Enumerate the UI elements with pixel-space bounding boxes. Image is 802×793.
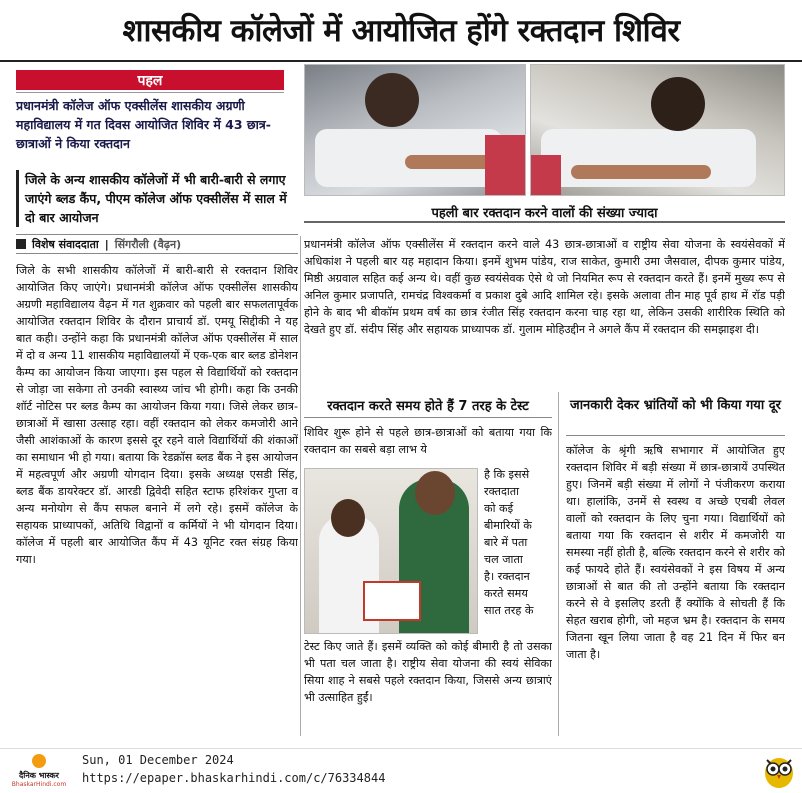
headline: शासकीय कॉलेजों में आयोजित होंगे रक्तदान शिविर (0, 0, 802, 62)
red-sheet (485, 135, 525, 195)
logo-subtext: BhaskarHindi.com (11, 781, 67, 788)
side-line: सात तरह के (484, 604, 534, 617)
man-head (415, 471, 455, 515)
kicker-label: पहल (16, 70, 284, 90)
side-line: बीमारियों के (484, 519, 532, 532)
donor-head (365, 73, 419, 127)
woman-head (331, 499, 365, 537)
seven-tests-body: टेस्ट किए जाते हैं। इसमें व्यक्ति को कोई बीमारी है तो उसका भी पता चल जाता है। राष्ट्रीय सेवा योजना की स्वयं सेविका सिया शाह ने सबसे पहले रक्तदान किया, जिससे अन्य छात्राएं भी उत्साहित हुईं। (304, 640, 552, 704)
blood-donation-photo-1 (304, 64, 526, 196)
byline (16, 234, 298, 254)
logo-name: दैनिक भास्कर (19, 771, 59, 780)
subheading-myths-cleared: जानकारी देकर भ्रांतियों को भी किया गया दूर (566, 396, 785, 436)
sun-shape (32, 754, 46, 768)
byline-marker (16, 239, 26, 249)
deck-primary: प्रधानमंत्री कॉलेज ऑफ एक्सीलेंस शासकीय अग्रणी महाविद्यालय में गत दिवस आयोजित शिविर में 43 छात्र- छात्राओं ने किया रक्तदान (16, 98, 271, 151)
column-divider (300, 236, 301, 736)
byline-separator: | (104, 237, 109, 251)
seven-tests-side-text (484, 466, 552, 636)
column-divider (558, 392, 559, 736)
sun-logo-icon (4, 752, 74, 790)
footer-divider (0, 748, 802, 749)
side-line: है कि इससे (484, 468, 530, 481)
photo-caption: पहली बार रक्तदान करने वालों की संख्या ज्यादा (304, 203, 785, 223)
donor-arm (571, 165, 711, 179)
footer-url[interactable]: https://epaper.bhaskarhindi.com/c/76334844 (82, 771, 386, 785)
side-line: चल जाता (484, 553, 523, 566)
article-column-1: जिले के सभी शासकीय कॉलेजों में बारी-बारी से रक्तदान शिविर आयोजित किए जाएंगे। प्रधानमंत्री कॉलेज ऑफ एक्सीलेंस शासकीय अग्रणी महाविद्यालय वैढ़न में गत शुक्रवार को पहली बार सफलतापूर्वक आयोजित रक्तदान शिविर के दौरान प्राचार्य डॉ. एमयू सिद्दीकी ने यह बात कही। उन्होंने कहा कि प्रधानमंत्री कॉलेज ऑफ एक्सीलेंस में साल में दो व अन्य 11 शासकीय महाविद्यालयों में एक-एक बार ब्लड डोनेशन कैम्प का आयोजन किया जाएगा। इस पहल से विद्यार्थियों को रक्तदान से जोड़ा जा सकेगा तो उनकी स्वास्थ्य जांच भी होगी। कहा कि उनकी शॉर्ट नोटिस पर ब्लड कैम्प का आयोजन किया गया। जिसे लेकर छात्र-छात्राओं में खासा उत्साह रहा। वहीं रक्तदान को लेकर कमजोरी आने जैसी आशंकाओं के कारण इससे दूर रहने वाले विद्यार्थियों की शंकाओं का समाधान भी हो गया। बताया कि रेडक्रॉस ब्लड बैंक ने इस आयोजन में महत्वपूर्ण और अग्रणी योगदान दिया। इसके अध्यक्ष एसडी सिंह, ब्लड बैंक डायरेक्टर डॉ. आरडी द्विवेदी सहित स्टाफ हरिशंकर गुप्ता व अन्य मनोयोग से कैंप सफल बनाने में लगे रहे। इसमें कॉलेज के सहायक प्राध्यापकों, अतिथि विद्वानों व कर्मियों ने भी योगदान दिया। कॉलेज में पहली बार आयोजित कैंप में 43 यूनिट रक्त संग्रह किया गया। (16, 264, 298, 566)
certificate-photo (304, 468, 478, 634)
myths-cleared-body: कॉलेज के श्रृंगी ऋषि सभागार में आयोजित हुए रक्तदान शिविर में बड़ी संख्या में छात्र-छात्रायें उपस्थित हुए। जिनमें बड़ी संख्या में लोगों ने पंजीकरण कराया था। हालांकि, उनमें से स्वस्थ व अच्छे एचबी लेवल वालों को रक्तदान के लिए चुना गया। विद्यार्थियों को बताया गया कि रक्तदान से शरीर में कमजोरी या समस्या नहीं होती है, बल्कि रक्तदान करने से शरीर को कई फायदे होते हैं। स्वयंसेवकों ने इस विषय में अन्य छात्राओं से बात की तो उन्होंने बताया कि रक्तदान करने से वे इसलिए डरती हैं क्योंकि वे सोचती हैं कि सेहत खराब होगी, जो महज भ्रम है। रक्तदान के समय जितना खून लिया जाता है वह 21 दिन में फिर बन जाता है। (566, 444, 785, 661)
side-line: को कई (484, 502, 514, 515)
side-line: बारे में पता (484, 536, 528, 549)
article-first-time-donors: प्रधानमंत्री कॉलेज ऑफ एक्सीलेंस में रक्तदान करने वाले 43 छात्र-छात्राओं व राष्ट्रीय सेवा योजना के स्वयंसेवकों में अधिकांश ने पहली बार यह महादान किया। इनमें शुभम पांडेय, राज साकेत, कुमारी उमा जैसवाल, दीपक कुमार पांडेय, मिष्ठी अग्रवाल सहित कई अन्य थे। वहीं कुछ स्वयंसेवक ऐसे थे जो नियमित रूप से रक्तदान करते हैं। इनमें मुख्य रूप से अनिल कुमार प्रजापति, रामचंद्र विश्वकर्मा व प्रकाश दुबे आदि शामिल रहे। इसके अलावा तीन माह पूर्व हाथ में रॉड पड़ी होने के बाद भी बीकॉम प्रथम वर्ष का छात्र रंजीत सिंह रक्तदान करना चाह रहा था, लेकिन उसकी शारीरिक स्थिति को देखते हुए डॉ. संदीप सिंह और सहायक प्राध्यापक डॉ. गुलाम मोहिउद्दीन ने अगले कैंप में रक्तदान की समझाइश दी। (304, 238, 785, 336)
subheading-seven-tests: रक्तदान करते समय होते हैं 7 तरह के टेस्ट (304, 396, 552, 418)
blood-donation-photo-2 (530, 64, 785, 196)
red-sheet (531, 155, 561, 195)
owl-icon (760, 752, 798, 790)
side-line: करते समय (484, 587, 528, 600)
byline-place: सिंगरौली (वैढ़न) (114, 237, 182, 251)
side-line: है। रक्तदान (484, 570, 530, 583)
byline-author: विशेष संवाददाता (32, 237, 99, 251)
certificate (363, 581, 421, 621)
kicker-divider (16, 92, 284, 93)
side-line: रक्तदाता (484, 485, 520, 498)
donor-head (651, 77, 705, 131)
seven-tests-intro: शिविर शुरू होने से पहले छात्र-छात्राओं को बताया गया कि रक्तदान का सबसे बड़ा लाभ ये (304, 426, 552, 456)
footer-date: Sun, 01 December 2024 (82, 753, 234, 767)
deck-secondary: जिले के अन्य शासकीय कॉलेजों में भी बारी-बारी से लगाए जाएंगे ब्लड कैंप, पीएम कॉलेज ऑफ एक्सीलेंस में साल में दो बार आयोजन (16, 170, 288, 227)
